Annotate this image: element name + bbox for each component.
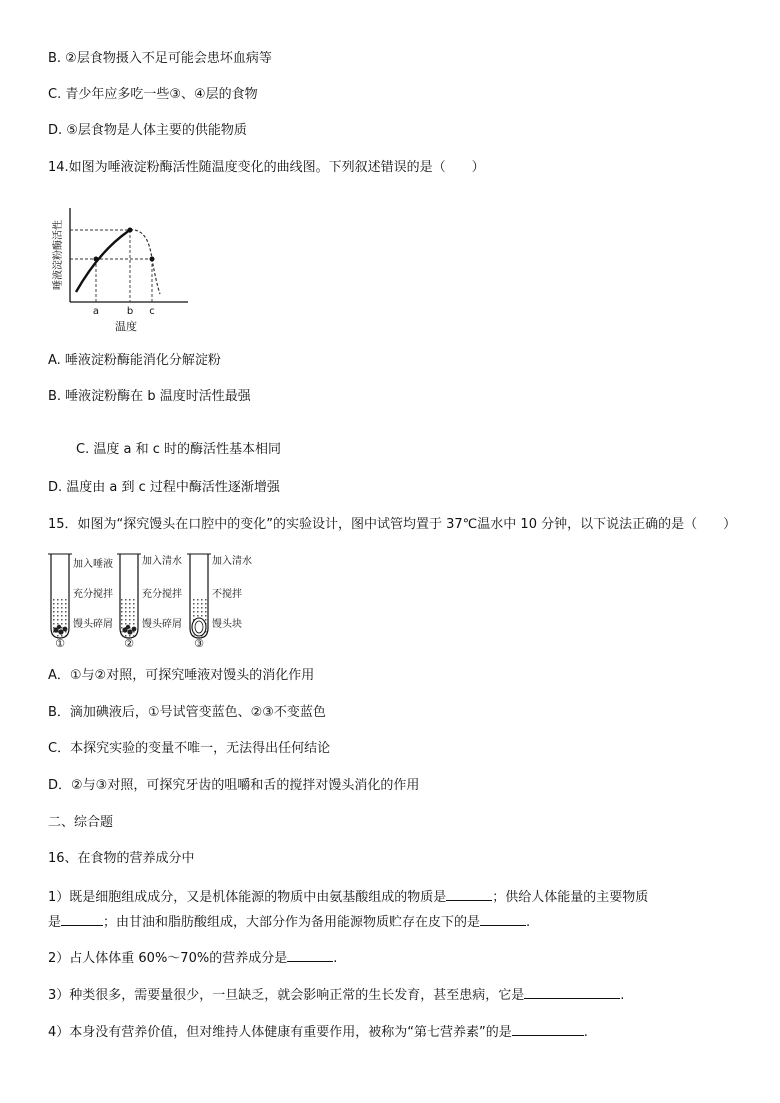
tube-2-stir-label: 充分搅拌 [142, 589, 182, 600]
q16-part-2-text-a: 2）占人体体重 60%～70%的营养成分是 [48, 951, 288, 966]
q14-stem: 14.如图为唾液淀粉酶活性随温度变化的曲线图。下列叙述错误的是（ ） [48, 160, 485, 175]
tube-3-number: ③ [194, 637, 204, 650]
q16-blank-fiber[interactable] [512, 1023, 584, 1036]
test-tube-3 [187, 554, 252, 650]
q16-part-1-text-b: ；供给人体能量的主要物质 [492, 890, 649, 905]
q15-option-d: D．②与③对照，可探究牙齿的咀嚼和舌的搅拌对馒头消化的作用 [48, 778, 420, 793]
q13-option-c: C. 青少年应多吃一些③、④层的食物 [48, 87, 258, 102]
q16-blank-vitamin[interactable] [524, 986, 620, 999]
q16-part-4-text-b: . [583, 1025, 588, 1040]
q16-part-1-line-2 [48, 913, 530, 931]
q16-blank-fat[interactable] [480, 913, 526, 926]
tube-2-add-label: 加入清水 [142, 556, 182, 567]
tube-3-content-label: 馒头块 [212, 619, 242, 630]
test-tube-diagram [48, 550, 268, 650]
q14-option-d: D. 温度由 a 到 c 过程中酶活性逐渐增强 [48, 480, 280, 495]
q16-part-3 [48, 986, 624, 1004]
test-tube-2 [117, 554, 182, 650]
q16-part-1-text-a: 1）既是细胞组成成分，又是机体能源的物质中由氨基酸组成的物质是 [48, 890, 447, 905]
q14-option-c: C. 温度 a 和 c 时的酶活性基本相同 [76, 442, 281, 457]
tube-1-content-label: 馒头碎屑 [73, 619, 113, 630]
q15-option-b: B．滴加碘液后，①号试管变蓝色、②③不变蓝色 [48, 705, 326, 720]
graph-xlabel: 温度 [115, 320, 137, 333]
section-2-title: 二、综合题 [48, 815, 114, 830]
graph-tick-b: b [126, 306, 134, 317]
q15-stem: 15．如图为“探究馒头在口腔中的变化”的实验设计，图中试管均置于 37℃温水中 10 分钟，以下说法正确的是（ ） [48, 517, 737, 532]
tube-2-content-label: 馒头碎屑 [142, 619, 182, 630]
tube-3-add-label: 加入清水 [212, 556, 252, 567]
q16-blank-energy[interactable] [61, 913, 103, 926]
q15-option-a: A．①与②对照，可探究唾液对馒头的消化作用 [48, 668, 315, 683]
q15-option-c: C．本探究实验的变量不唯一，无法得出任何结论 [48, 741, 331, 756]
q14-option-b: B. 唾液淀粉酶在 b 温度时活性最强 [48, 389, 251, 404]
tube-1-stir-label: 充分搅拌 [73, 589, 113, 600]
graph-tick-c: c [149, 306, 155, 317]
q16-part-4 [48, 1023, 588, 1041]
q16-part-1-line-1 [48, 888, 648, 906]
q16-blank-protein[interactable] [446, 888, 492, 901]
q13-option-b: B. ②层食物摄入不足可能会患坏血病等 [48, 51, 272, 66]
q16-part-3-text-b: . [620, 988, 625, 1003]
q16-part-4-text-a: 4）本身没有营养价值，但对维持人体健康有重要作用，被称为“第七营养素”的是 [48, 1025, 512, 1040]
q16-stem: 16、在食物的营养成分中 [48, 851, 195, 866]
q16-part-1-text-e: . [526, 915, 531, 930]
tube-2-number: ② [124, 637, 134, 650]
q16-part-2 [48, 949, 337, 967]
enzyme-activity-graph [48, 190, 208, 340]
graph-tick-a: a [92, 306, 100, 317]
graph-ylabel: 唾液淀粉酶活性 [53, 220, 64, 290]
q16-blank-water[interactable] [287, 949, 333, 962]
q16-part-3-text-a: 3）种类很多，需要量很少，一旦缺乏，就会影响正常的生长发育，甚至患病，它是 [48, 988, 525, 1003]
tube-1-number: ① [55, 637, 65, 650]
tube-3-stir-label: 不搅拌 [212, 589, 242, 600]
test-tube-1 [48, 554, 113, 650]
q16-part-2-text-b: . [333, 951, 338, 966]
tube-1-add-label: 加入唾液 [73, 559, 113, 570]
q16-part-1-text-d: ；由甘油和脂肪酸组成，大部分作为备用能源物质贮存在皮下的是 [103, 915, 481, 930]
q13-option-d: D. ⑤层食物是人体主要的供能物质 [48, 123, 247, 138]
q14-option-a: A. 唾液淀粉酶能消化分解淀粉 [48, 353, 221, 368]
q16-part-1-text-c: 是 [48, 915, 62, 930]
